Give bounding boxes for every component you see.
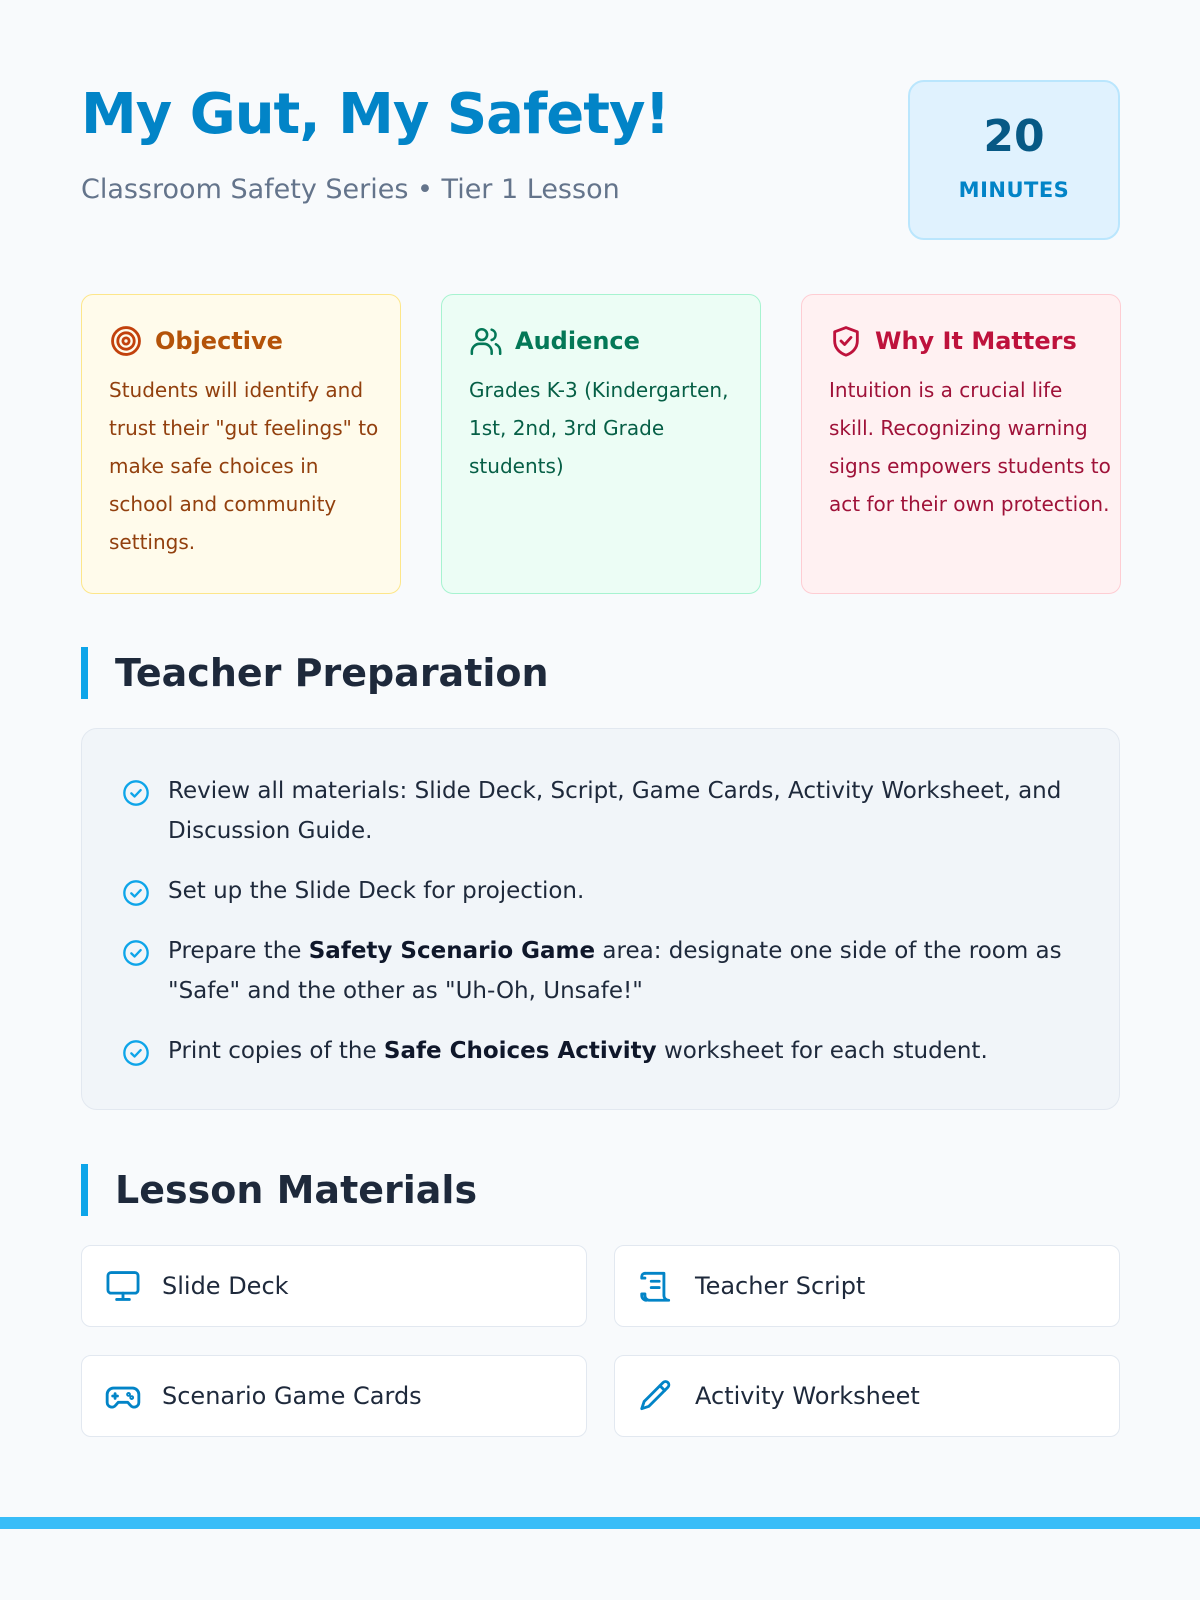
lesson-subtitle: Classroom Safety Series • Tier 1 Lesson (81, 174, 620, 205)
why-text: Intuition is a crucial life skill. Recognizing warning signs empowers students to act for their own protection. (829, 378, 1111, 516)
target-icon (109, 324, 143, 358)
gamepad-icon (104, 1377, 142, 1415)
duration-badge (908, 80, 1120, 240)
prep-item (122, 1031, 1079, 1071)
check-circle-icon (122, 939, 150, 967)
pencil-icon (637, 1377, 675, 1415)
lesson-title: My Gut, My Safety! (81, 82, 670, 147)
prep-item-text: Print copies of the Safe Choices Activity worksheet for each student. (168, 1038, 988, 1064)
check-circle-icon (122, 879, 150, 907)
check-circle-icon (122, 1039, 150, 1067)
users-icon (469, 324, 503, 358)
material-label: Teacher Script (695, 1272, 866, 1300)
material-label: Slide Deck (162, 1272, 289, 1300)
objective-card (81, 294, 401, 594)
prep-item-text: Review all materials: Slide Deck, Script, Game Cards, Activity Worksheet, and Discussion Guide. (168, 778, 1062, 844)
why-title: Why It Matters (875, 327, 1077, 355)
duration-value: 20 (983, 111, 1045, 162)
check-circle-icon (122, 779, 150, 807)
lesson-materials-heading: Lesson Materials (81, 1164, 781, 1216)
material-teacher-script[interactable] (614, 1245, 1120, 1327)
why-it-matters-card (801, 294, 1121, 594)
footer-accent-bar (0, 1517, 1200, 1529)
shield-check-icon (829, 324, 863, 358)
lesson-header (81, 80, 1120, 240)
prep-item-text: Set up the Slide Deck for projection. (168, 878, 585, 904)
scroll-icon (637, 1267, 675, 1305)
prep-item (122, 771, 1079, 851)
material-slide-deck[interactable] (81, 1245, 587, 1327)
prep-item (122, 931, 1079, 1011)
audience-card (441, 294, 761, 594)
prep-item (122, 871, 1079, 911)
material-label: Scenario Game Cards (162, 1382, 422, 1410)
audience-title: Audience (515, 327, 640, 355)
material-label: Activity Worksheet (695, 1382, 920, 1410)
teacher-prep-list (81, 728, 1120, 1110)
teacher-prep-heading: Teacher Preparation (81, 647, 781, 699)
duration-unit: MINUTES (958, 178, 1070, 202)
material-activity-worksheet[interactable] (614, 1355, 1120, 1437)
monitor-icon (104, 1267, 142, 1305)
objective-title: Objective (155, 327, 283, 355)
objective-text: Students will identify and trust their "gut feelings" to make safe choices in school and community settings. (109, 378, 379, 554)
material-scenario-game-cards[interactable] (81, 1355, 587, 1437)
audience-text: Grades K-3 (Kindergarten, 1st, 2nd, 3rd Grade students) (469, 378, 729, 478)
prep-item-text: Prepare the Safety Scenario Game area: designate one side of the room as "Safe" and the other as "Uh-Oh, Unsafe!" (168, 938, 1062, 1004)
